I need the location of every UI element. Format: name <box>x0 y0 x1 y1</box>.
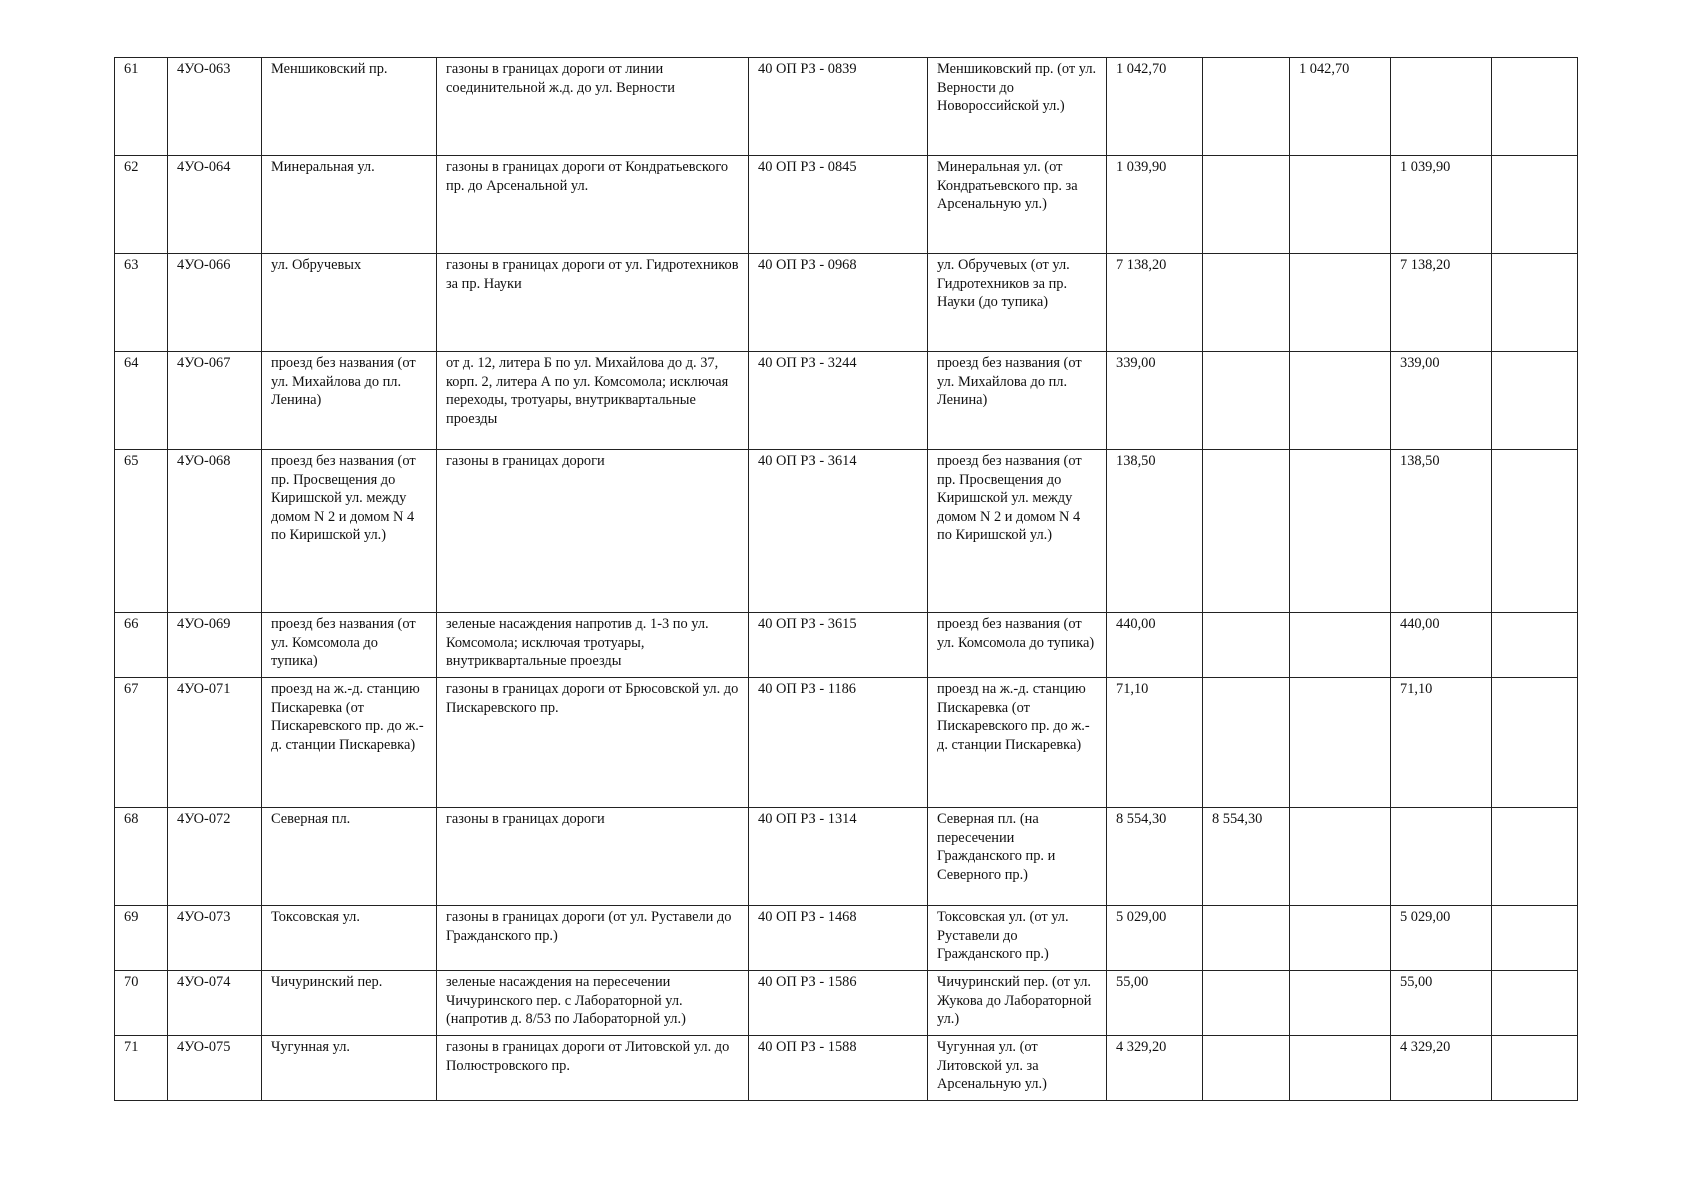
area-col-8-cell <box>1203 613 1290 678</box>
description-cell: газоны в границах дороги от линии соединительной ж.д. до ул. Верности <box>437 58 749 156</box>
table-row <box>115 254 1578 352</box>
area-col-10-cell: 71,10 <box>1391 678 1492 808</box>
road-name-cell: Северная пл. (на пересечении Гражданского пр. и Северного пр.) <box>928 808 1107 906</box>
row-number-cell: 65 <box>115 450 168 613</box>
table-row <box>115 678 1578 808</box>
object-code-cell: 4УО-073 <box>168 906 262 971</box>
description-cell: газоны в границах дороги (от ул. Руставели до Гражданского пр.) <box>437 906 749 971</box>
table-row <box>115 808 1578 906</box>
table-body <box>115 58 1578 1101</box>
description-cell: газоны в границах дороги от ул. Гидротехников за пр. Науки <box>437 254 749 352</box>
area-col-11-cell <box>1492 254 1578 352</box>
object-code-cell: 4УО-071 <box>168 678 262 808</box>
area-col-10-cell: 138,50 <box>1391 450 1492 613</box>
area-col-11-cell <box>1492 1036 1578 1101</box>
road-id-cell: 40 ОП РЗ - 1314 <box>749 808 928 906</box>
area-col-9-cell <box>1290 971 1391 1036</box>
area-col-8-cell <box>1203 450 1290 613</box>
road-name-cell: проезд без названия (от ул. Михайлова до пл. Ленина) <box>928 352 1107 450</box>
road-name-cell: Чугунная ул. (от Литовской ул. за Арсенальную ул.) <box>928 1036 1107 1101</box>
description-cell: от д. 12, литера Б по ул. Михайлова до д. 37, корп. 2, литера А по ул. Комсомола; исключая переходы, тротуары, внутриквартальные проезды <box>437 352 749 450</box>
table-row <box>115 58 1578 156</box>
object-name-cell: Северная пл. <box>262 808 437 906</box>
object-name-cell: Чугунная ул. <box>262 1036 437 1101</box>
object-name-cell: Минеральная ул. <box>262 156 437 254</box>
row-number-cell: 71 <box>115 1036 168 1101</box>
total-area-cell: 71,10 <box>1107 678 1203 808</box>
table-row <box>115 613 1578 678</box>
road-id-cell: 40 ОП РЗ - 0968 <box>749 254 928 352</box>
object-code-cell: 4УО-064 <box>168 156 262 254</box>
description-cell: газоны в границах дороги от Литовской ул. до Полюстровского пр. <box>437 1036 749 1101</box>
total-area-cell: 339,00 <box>1107 352 1203 450</box>
description-cell: газоны в границах дороги <box>437 450 749 613</box>
object-code-cell: 4УО-063 <box>168 58 262 156</box>
area-col-8-cell: 8 554,30 <box>1203 808 1290 906</box>
road-name-cell: Меншиковский пр. (от ул. Верности до Новороссийской ул.) <box>928 58 1107 156</box>
description-cell: зеленые насаждения на пересечении Чичуринского пер. с Лабораторной ул. (напротив д. 8/53 по Лабораторной ул.) <box>437 971 749 1036</box>
row-number-cell: 64 <box>115 352 168 450</box>
total-area-cell: 5 029,00 <box>1107 906 1203 971</box>
road-name-cell: проезд без названия (от ул. Комсомола до тупика) <box>928 613 1107 678</box>
area-col-10-cell: 5 029,00 <box>1391 906 1492 971</box>
area-col-9-cell <box>1290 352 1391 450</box>
row-number-cell: 68 <box>115 808 168 906</box>
row-number-cell: 62 <box>115 156 168 254</box>
area-col-9-cell <box>1290 678 1391 808</box>
object-code-cell: 4УО-066 <box>168 254 262 352</box>
area-col-9-cell <box>1290 254 1391 352</box>
table-row <box>115 1036 1578 1101</box>
table-row <box>115 971 1578 1036</box>
area-col-10-cell: 440,00 <box>1391 613 1492 678</box>
area-col-10-cell <box>1391 58 1492 156</box>
area-col-9-cell <box>1290 808 1391 906</box>
area-col-8-cell <box>1203 1036 1290 1101</box>
area-col-11-cell <box>1492 613 1578 678</box>
object-name-cell: ул. Обручевых <box>262 254 437 352</box>
road-id-cell: 40 ОП РЗ - 3615 <box>749 613 928 678</box>
table-row <box>115 906 1578 971</box>
description-cell: газоны в границах дороги <box>437 808 749 906</box>
road-id-cell: 40 ОП РЗ - 3614 <box>749 450 928 613</box>
area-col-11-cell <box>1492 808 1578 906</box>
area-col-8-cell <box>1203 58 1290 156</box>
area-col-10-cell: 4 329,20 <box>1391 1036 1492 1101</box>
area-col-10-cell <box>1391 808 1492 906</box>
area-col-8-cell <box>1203 678 1290 808</box>
total-area-cell: 7 138,20 <box>1107 254 1203 352</box>
area-col-8-cell <box>1203 906 1290 971</box>
object-name-cell: Чичуринский пер. <box>262 971 437 1036</box>
area-col-9-cell <box>1290 450 1391 613</box>
area-col-8-cell <box>1203 971 1290 1036</box>
object-name-cell: проезд без названия (от ул. Комсомола до тупика) <box>262 613 437 678</box>
total-area-cell: 8 554,30 <box>1107 808 1203 906</box>
road-id-cell: 40 ОП РЗ - 0845 <box>749 156 928 254</box>
row-number-cell: 61 <box>115 58 168 156</box>
area-col-9-cell <box>1290 156 1391 254</box>
area-col-11-cell <box>1492 678 1578 808</box>
description-cell: зеленые насаждения напротив д. 1-3 по ул. Комсомола; исключая тротуары, внутриквартальные проезды <box>437 613 749 678</box>
total-area-cell: 138,50 <box>1107 450 1203 613</box>
total-area-cell: 440,00 <box>1107 613 1203 678</box>
road-id-cell: 40 ОП РЗ - 0839 <box>749 58 928 156</box>
object-name-cell: Меншиковский пр. <box>262 58 437 156</box>
area-col-10-cell: 55,00 <box>1391 971 1492 1036</box>
row-number-cell: 70 <box>115 971 168 1036</box>
table-row <box>115 156 1578 254</box>
area-col-8-cell <box>1203 254 1290 352</box>
object-code-cell: 4УО-075 <box>168 1036 262 1101</box>
road-name-cell: Чичуринский пер. (от ул. Жукова до Лабораторной ул.) <box>928 971 1107 1036</box>
total-area-cell: 55,00 <box>1107 971 1203 1036</box>
area-col-11-cell <box>1492 58 1578 156</box>
object-code-cell: 4УО-069 <box>168 613 262 678</box>
area-col-9-cell: 1 042,70 <box>1290 58 1391 156</box>
road-name-cell: Токсовская ул. (от ул. Руставели до Гражданского пр.) <box>928 906 1107 971</box>
description-cell: газоны в границах дороги от Кондратьевского пр. до Арсенальной ул. <box>437 156 749 254</box>
row-number-cell: 67 <box>115 678 168 808</box>
road-id-cell: 40 ОП РЗ - 1186 <box>749 678 928 808</box>
road-name-cell: Минеральная ул. (от Кондратьевского пр. за Арсенальную ул.) <box>928 156 1107 254</box>
area-col-9-cell <box>1290 613 1391 678</box>
area-col-10-cell: 339,00 <box>1391 352 1492 450</box>
area-col-10-cell: 7 138,20 <box>1391 254 1492 352</box>
area-col-9-cell <box>1290 906 1391 971</box>
table-row <box>115 450 1578 613</box>
total-area-cell: 1 042,70 <box>1107 58 1203 156</box>
area-col-11-cell <box>1492 352 1578 450</box>
object-name-cell: проезд без названия (от пр. Просвещения до Киришской ул. между домом N 2 и домом N 4 по Киришской ул.) <box>262 450 437 613</box>
area-col-9-cell <box>1290 1036 1391 1101</box>
area-col-11-cell <box>1492 971 1578 1036</box>
road-id-cell: 40 ОП РЗ - 3244 <box>749 352 928 450</box>
area-col-8-cell <box>1203 156 1290 254</box>
object-code-cell: 4УО-074 <box>168 971 262 1036</box>
object-name-cell: Токсовская ул. <box>262 906 437 971</box>
row-number-cell: 63 <box>115 254 168 352</box>
road-name-cell: проезд без названия (от пр. Просвещения до Киришской ул. между домом N 2 и домом N 4 по Киришской ул.) <box>928 450 1107 613</box>
area-col-8-cell <box>1203 352 1290 450</box>
object-code-cell: 4УО-067 <box>168 352 262 450</box>
row-number-cell: 69 <box>115 906 168 971</box>
data-table <box>114 57 1578 1101</box>
road-id-cell: 40 ОП РЗ - 1468 <box>749 906 928 971</box>
object-name-cell: проезд на ж.-д. станцию Пискаревка (от Пискаревского пр. до ж.-д. станции Пискаревка) <box>262 678 437 808</box>
road-name-cell: ул. Обручевых (от ул. Гидротехников за пр. Науки (до тупика) <box>928 254 1107 352</box>
area-col-11-cell <box>1492 906 1578 971</box>
road-id-cell: 40 ОП РЗ - 1586 <box>749 971 928 1036</box>
area-col-11-cell <box>1492 450 1578 613</box>
object-name-cell: проезд без названия (от ул. Михайлова до пл. Ленина) <box>262 352 437 450</box>
total-area-cell: 1 039,90 <box>1107 156 1203 254</box>
area-col-11-cell <box>1492 156 1578 254</box>
object-code-cell: 4УО-068 <box>168 450 262 613</box>
object-code-cell: 4УО-072 <box>168 808 262 906</box>
road-id-cell: 40 ОП РЗ - 1588 <box>749 1036 928 1101</box>
road-name-cell: проезд на ж.-д. станцию Пискаревка (от Пискаревского пр. до ж.-д. станции Пискаревка) <box>928 678 1107 808</box>
description-cell: газоны в границах дороги от Брюсовской ул. до Пискаревского пр. <box>437 678 749 808</box>
area-col-10-cell: 1 039,90 <box>1391 156 1492 254</box>
table-row <box>115 352 1578 450</box>
row-number-cell: 66 <box>115 613 168 678</box>
total-area-cell: 4 329,20 <box>1107 1036 1203 1101</box>
